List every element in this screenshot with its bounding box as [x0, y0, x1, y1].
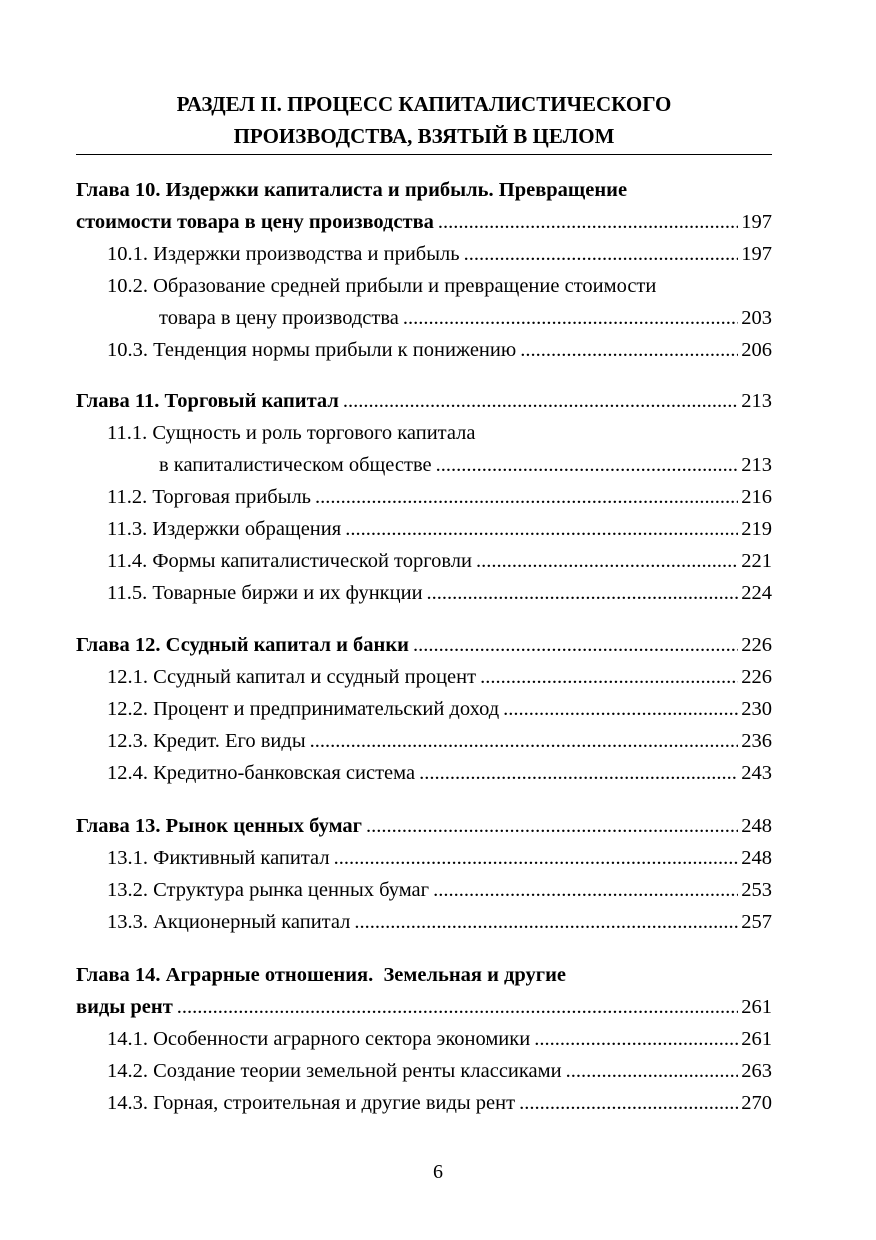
- section-title-line-2: ПРОИЗВОДСТВА, ВЗЯТЫЙ В ЦЕЛОМ: [233, 124, 615, 148]
- toc-item-11-4[interactable]: 11.4. Формы капиталистической торговли ..... 221: [107, 545, 772, 577]
- page-ref: 261: [741, 1028, 772, 1050]
- dot-leader: [566, 1055, 739, 1087]
- toc-item-13-3[interactable]: 13.3. Акционерный капитал ..... 257: [107, 906, 772, 938]
- page-ref: 253: [741, 879, 772, 901]
- toc-item-14-1[interactable]: 14.1. Особенности аграрного сектора экономики ..... 261: [107, 1023, 772, 1055]
- toc-item-12-4[interactable]: 12.4. Кредитно-банковская система ..... 243: [107, 757, 772, 789]
- toc-item-14-3[interactable]: 14.3. Горная, строительная и другие виды рент ..... 270: [107, 1087, 772, 1119]
- chapter-13-title[interactable]: Глава 13. Рынок ценных бумаг ..... 248: [76, 810, 772, 842]
- toc-item-10-3[interactable]: 10.3. Тенденция нормы прибыли к понижению ..... 206: [107, 334, 772, 366]
- dot-leader: [438, 206, 738, 238]
- dot-leader: [366, 810, 738, 842]
- page-ref: 263: [741, 1060, 772, 1082]
- toc-item-13-1[interactable]: 13.1. Фиктивный капитал ..... 248: [107, 842, 772, 874]
- dot-leader: [345, 513, 738, 545]
- dot-leader: [413, 629, 738, 661]
- page-ref: 219: [741, 518, 772, 540]
- dot-leader: [427, 577, 739, 609]
- toc-item-11-5[interactable]: 11.5. Товарные биржи и их функции ..... 224: [107, 577, 772, 609]
- chapter-12-title[interactable]: Глава 12. Ссудный капитал и банки ..... 226: [76, 629, 772, 661]
- page-ref: 248: [741, 815, 772, 837]
- dot-leader: [343, 385, 738, 417]
- dot-leader: [534, 1023, 738, 1055]
- dot-leader: [419, 757, 738, 789]
- toc-item-11-3[interactable]: 11.3. Издержки обращения ..... 219: [107, 513, 772, 545]
- page-ref: 203: [741, 307, 772, 329]
- section-divider: [76, 154, 772, 155]
- page-ref: 226: [741, 634, 772, 656]
- page-ref: 248: [741, 847, 772, 869]
- toc-item-12-3[interactable]: 12.3. Кредит. Его виды ..... 236: [107, 725, 772, 757]
- page-ref: 261: [741, 996, 772, 1018]
- dot-leader: [433, 874, 738, 906]
- dot-leader: [503, 693, 738, 725]
- page-ref: 197: [741, 243, 772, 265]
- page-ref: 221: [741, 550, 772, 572]
- chapter-10-title-line-1[interactable]: Глава 10. Издержки капиталиста и прибыль. Превращение: [76, 179, 628, 201]
- page-ref: 257: [741, 911, 772, 933]
- dot-leader: [315, 481, 738, 513]
- chapter-14-title-line-1[interactable]: Глава 14. Аграрные отношения. Земельная и другие: [76, 964, 566, 986]
- dot-leader: [310, 725, 739, 757]
- chapter-11-title[interactable]: Глава 11. Торговый капитал ..... 213: [76, 385, 772, 417]
- dot-leader: [334, 842, 739, 874]
- section-title-line-1: РАЗДЕЛ II. ПРОЦЕСС КАПИТАЛИСТИЧЕСКОГО: [176, 92, 672, 116]
- page-ref: 230: [741, 698, 772, 720]
- dot-leader: [464, 238, 739, 270]
- page-ref: 197: [741, 211, 772, 233]
- toc-item-14-2[interactable]: 14.2. Создание теории земельной ренты классиками ..... 263: [107, 1055, 772, 1087]
- dot-leader: [480, 661, 738, 693]
- chapter-10-title-line-2[interactable]: стоимости товара в цену производства ..... 197: [76, 206, 772, 238]
- page-ref: 236: [741, 730, 772, 752]
- dot-leader: [519, 1087, 738, 1119]
- page-ref: 213: [741, 390, 772, 412]
- toc-item-11-2[interactable]: 11.2. Торговая прибыль ..... 216: [107, 481, 772, 513]
- page-ref: 243: [741, 762, 772, 784]
- toc-item-10-1[interactable]: 10.1. Издержки производства и прибыль ..... 197: [107, 238, 772, 270]
- toc-item-10-2-line-1[interactable]: 10.2. Образование средней прибыли и превращение стоимости: [107, 275, 657, 297]
- page-ref: 270: [741, 1092, 772, 1114]
- dot-leader: [436, 449, 739, 481]
- dot-leader: [177, 991, 738, 1023]
- page-number: 6: [433, 1161, 443, 1183]
- page-ref: 206: [741, 339, 772, 361]
- page-ref: 213: [741, 454, 772, 476]
- dot-leader: [520, 334, 738, 366]
- chapter-14-title-line-2[interactable]: виды рент ..... 261: [76, 991, 772, 1023]
- toc-item-12-1[interactable]: 12.1. Ссудный капитал и ссудный процент ..... 226: [107, 661, 772, 693]
- dot-leader: [476, 545, 738, 577]
- page-ref: 216: [741, 486, 772, 508]
- toc-item-10-2-line-2[interactable]: товара в цену производства ..... 203: [159, 302, 772, 334]
- page-ref: 224: [741, 582, 772, 604]
- page-ref: 226: [741, 666, 772, 688]
- section-title: [76, 88, 772, 152]
- toc-item-11-1-line-2[interactable]: в капиталистическом обществе ..... 213: [159, 449, 772, 481]
- toc-item-12-2[interactable]: 12.2. Процент и предпринимательский доход ..... 230: [107, 693, 772, 725]
- dot-leader: [403, 302, 738, 334]
- dot-leader: [354, 906, 738, 938]
- toc-item-11-1-line-1[interactable]: 11.1. Сущность и роль торгового капитала: [107, 422, 476, 444]
- toc-item-13-2[interactable]: 13.2. Структура рынка ценных бумаг ..... 253: [107, 874, 772, 906]
